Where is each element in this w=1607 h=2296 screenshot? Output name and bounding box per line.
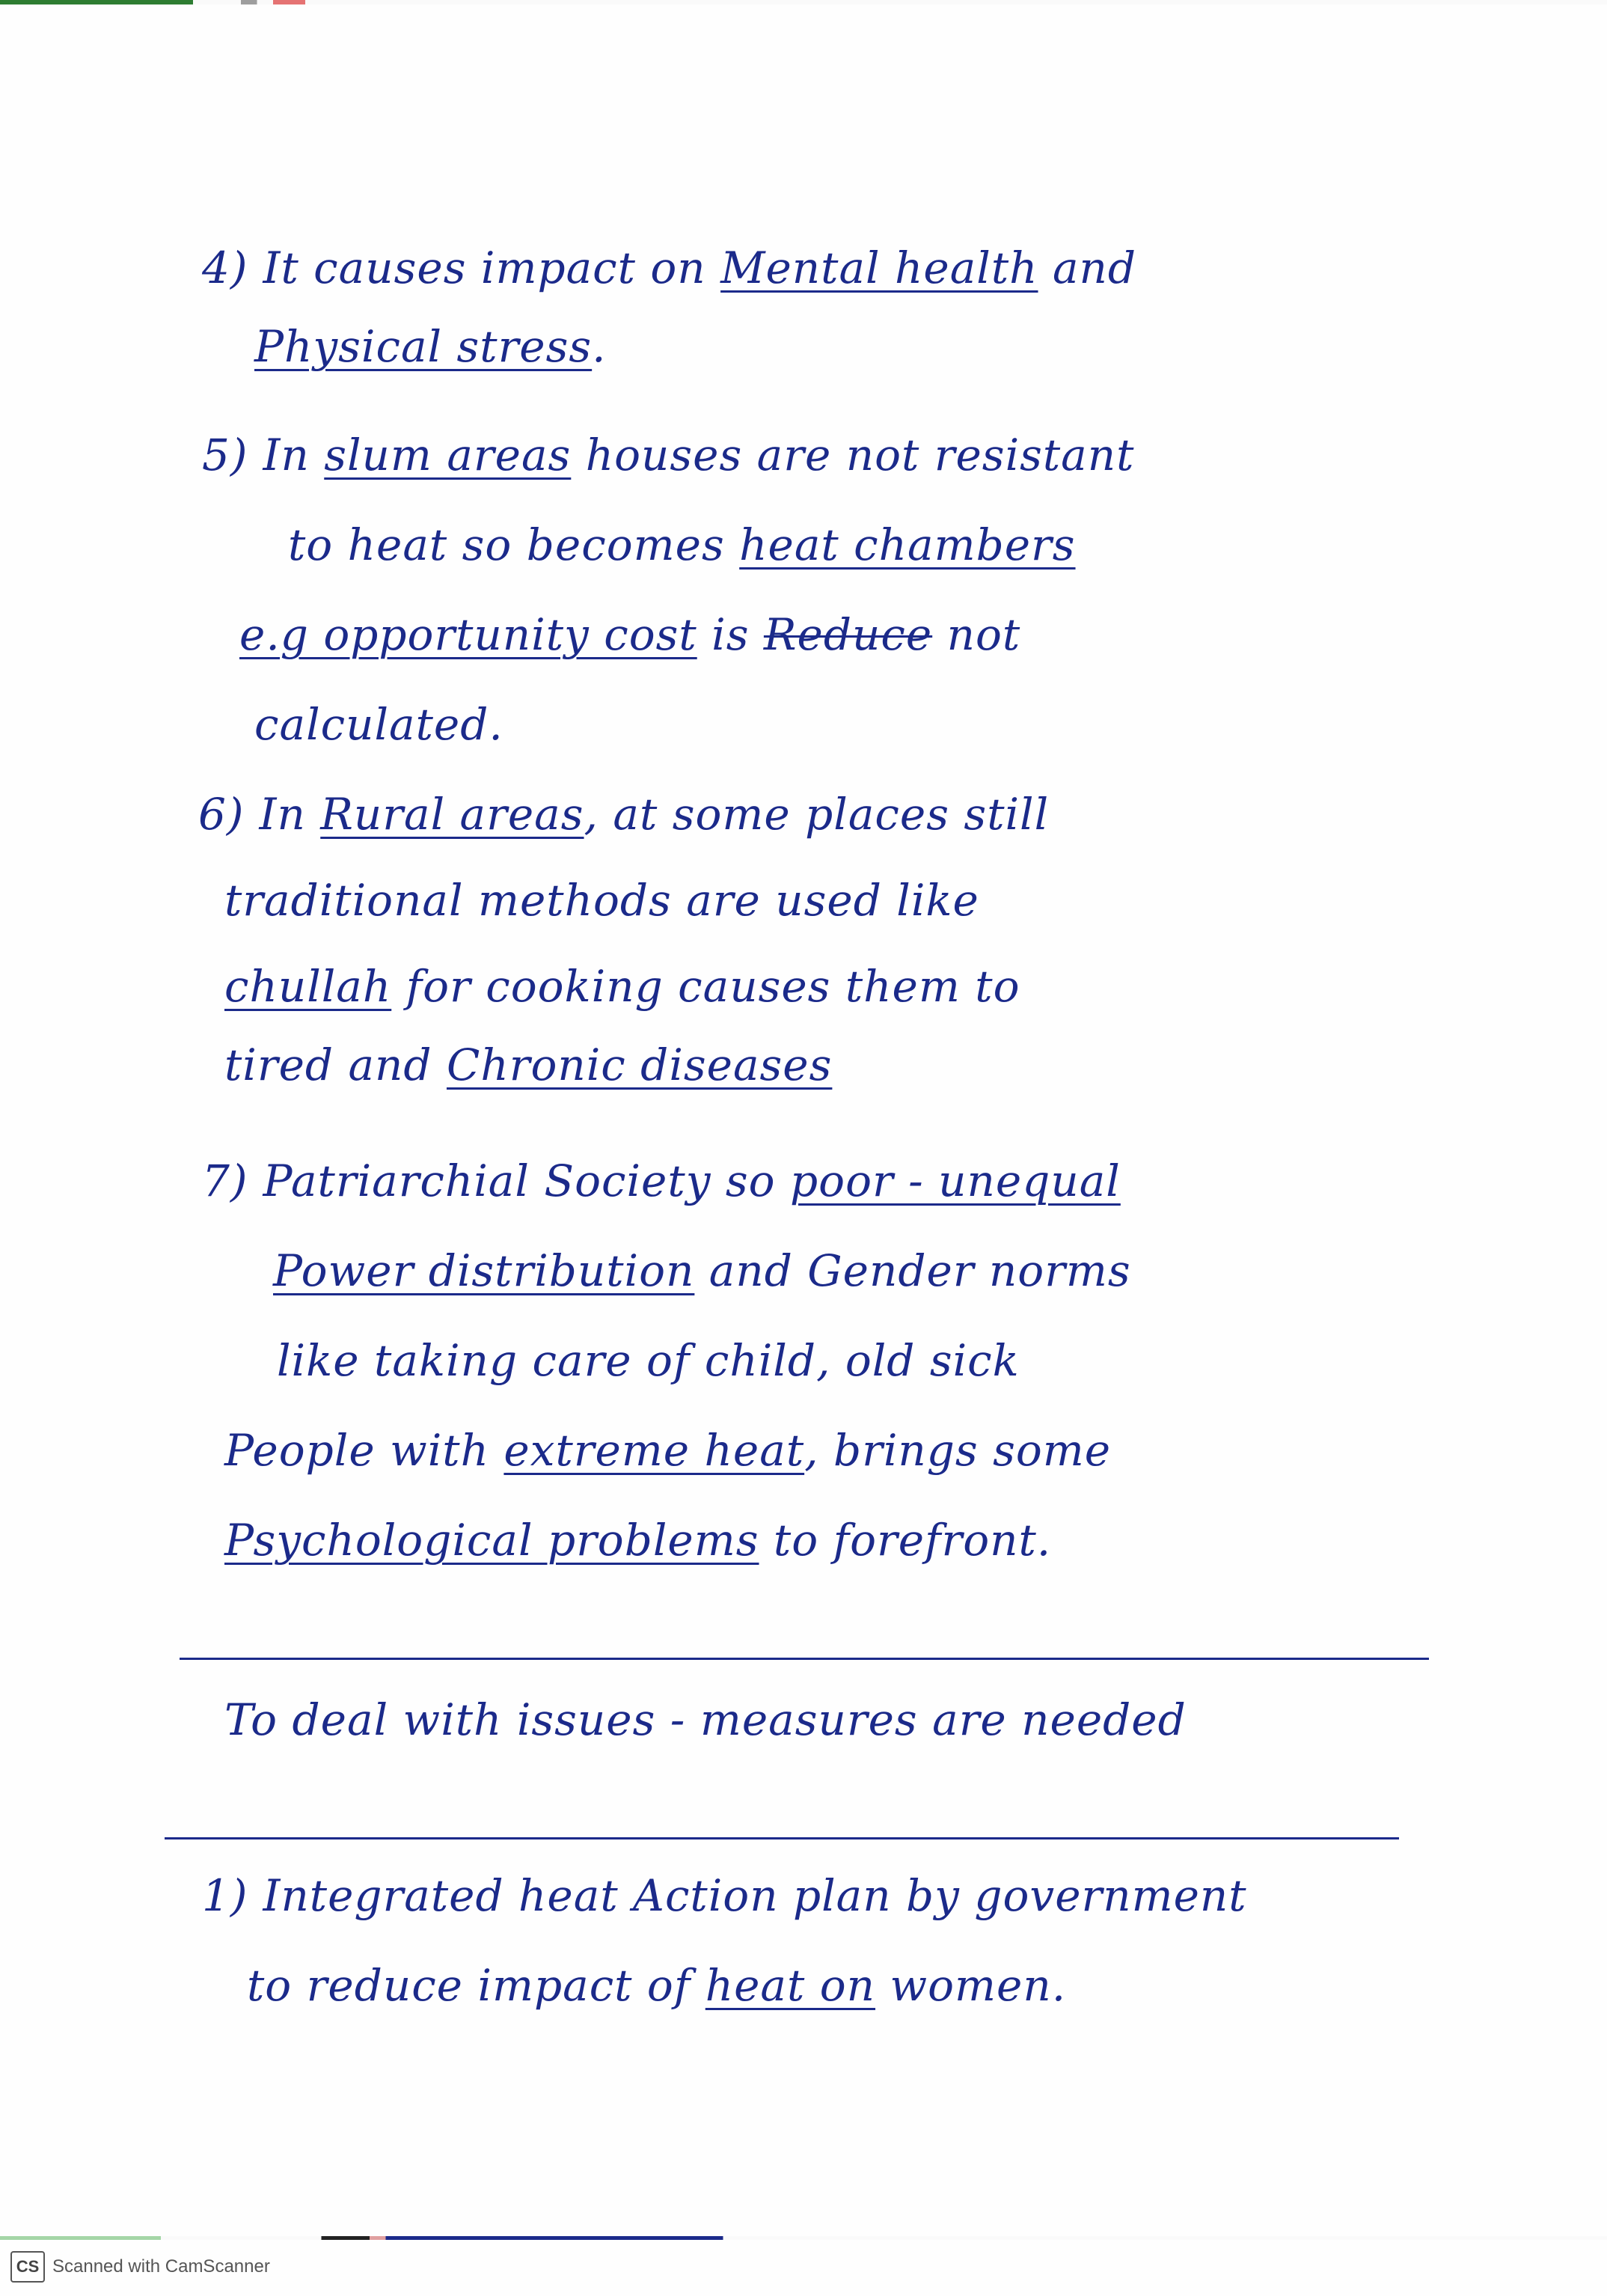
- point-5-line-3: e.g opportunity cost is Reduce not: [239, 609, 1021, 660]
- point-number: 4): [202, 242, 248, 293]
- point-6-line-2: traditional methods are used like: [224, 875, 979, 926]
- point-7-line-5: Psychological problems to forefront.: [224, 1515, 1052, 1566]
- point-7-line-1: 7) Patriarchial Society so poor - unequal: [202, 1155, 1121, 1206]
- point-6-line-1: 6) In Rural areas, at some places still: [198, 789, 1050, 840]
- camscanner-watermark: [10, 2251, 270, 2283]
- point-number: 7): [202, 1155, 248, 1206]
- point-7-line-2: Power distribution and Gender norms: [273, 1245, 1131, 1296]
- camscanner-logo-icon: CS: [10, 2251, 45, 2283]
- point-number: 1): [202, 1870, 248, 1921]
- point-number: 6): [198, 789, 245, 840]
- point-6-line-4: tired and Chronic diseases: [224, 1039, 833, 1090]
- section-divider-top: [180, 1658, 1429, 1660]
- watermark-label: Scanned with CamScanner: [52, 2256, 270, 2277]
- measures-heading: To deal with issues - measures are needed: [224, 1694, 1187, 1745]
- point-5-line-4: calculated.: [254, 699, 503, 750]
- point-5-line-2: to heat so becomes heat chambers: [288, 519, 1076, 570]
- bottom-color-strip: [0, 2236, 1607, 2240]
- point-7-line-4: People with extreme heat, brings some: [224, 1425, 1112, 1476]
- section-divider-bottom: [165, 1837, 1399, 1839]
- top-color-strip: [0, 0, 1607, 4]
- point-7-line-3: like taking care of child, old sick: [277, 1335, 1020, 1386]
- measure-1-line-1: 1) Integrated heat Action plan by government: [202, 1870, 1247, 1921]
- point-5-line-1: 5) In slum areas houses are not resistant: [202, 430, 1135, 480]
- measure-1-line-2: to reduce impact of heat on women.: [247, 1960, 1067, 2011]
- point-number: 5): [202, 430, 248, 480]
- point-4-line-1: 4) It causes impact on Mental health and: [202, 242, 1137, 293]
- point-6-line-3: chullah for cooking causes them to: [224, 961, 1020, 1012]
- point-4-line-2: Physical stress.: [254, 321, 607, 372]
